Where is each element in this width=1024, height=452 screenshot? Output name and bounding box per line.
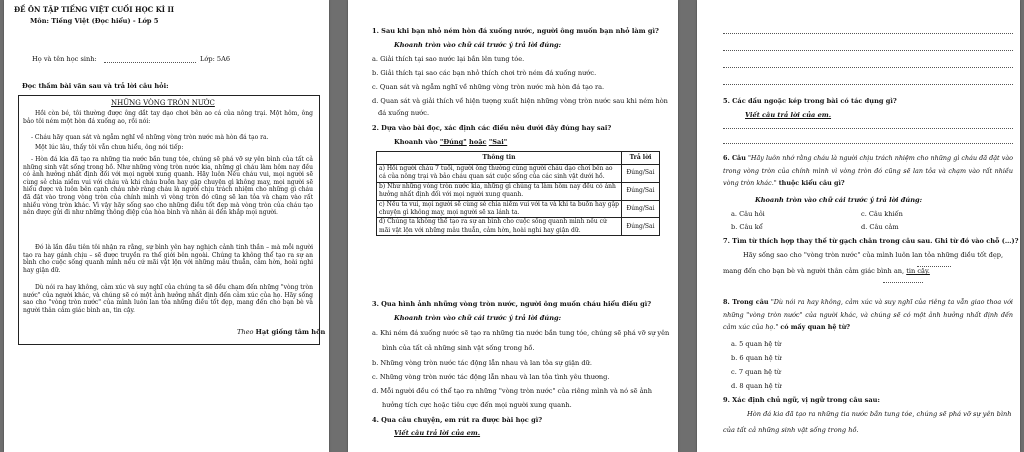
answer-line[interactable] bbox=[723, 67, 1013, 68]
q1-option-b[interactable]: b. Giải thích tại sao các bạn nhỏ thích chơi trò ném đá xuống nước. bbox=[372, 69, 597, 77]
q6-option-a[interactable]: a. Câu hỏi bbox=[731, 210, 765, 218]
table-row bbox=[377, 182, 660, 200]
q1-option-d[interactable]: d. Quan sát và giải thích về hiện tượng xuất hiện những vòng tròn nước sau khi ném hòn bbox=[372, 97, 668, 105]
q8-option-d[interactable]: d. 8 quan hệ từ bbox=[731, 382, 782, 390]
question-8: 8. Trong câu "Dù nói ra hay không, cảm xúc và suy nghĩ của riêng ta vẫn giao thoa với những "vòng tròn nước" của người khác, và chúng sẽ có một ảnh hưởng nhất định đến cảm xúc của họ." có mấy quan hệ từ? bbox=[723, 298, 1013, 331]
q3-option-b[interactable]: b. Những vòng tròn nước tác động lẫn nhau và lan tỏa sự giận dữ. bbox=[372, 359, 592, 367]
q7-sentence-line1: Hãy sống sao cho "vòng tròn nước" của mình luôn lan tỏa những điều tốt đẹp, bbox=[743, 251, 1004, 259]
table-cell-answer[interactable]: Đúng/Sai bbox=[622, 200, 660, 218]
story-paragraph: - Hòn đá kia đã tạo ra những tia nước bắn tung tóe, chúng sẽ phá vỡ sự yên bình của tất cả những sinh vật sống trong hồ. Như những vòng tròn nước kia, những gì cháu làm hôm nay đều có ảnh hưởng nhất định đối với mọi người xung quanh. Hãy luôn Nếu cháu vui, mọi người sẽ cùng sẻ chia niềm vui với cháu và khi cháu buồn hay gặp chuyện gì không may, mọi người sẽ hiểu được và luôn bên cạnh cháu nhờ ràng cháu là người chịu trách nhiệm cho những gì cháu đã đặt vào trong vòng tròn của chính mình vì vòng tròn đó cũng sẽ lan tỏa và chạm vào rất nhiều vòng tròn khác. Vì vậy hãy sống sao cho những điều tốt đẹp mà vòng tròn của cháu tạo nên được gửi đi như những thông điệp của hòa bình và nhân ái đến khắp mọi người. bbox=[23, 156, 313, 217]
question-6-hint: Khoanh tròn vào chữ cái trước ý trả lời đúng: bbox=[755, 196, 923, 204]
table-header: Trả lời bbox=[622, 152, 660, 165]
q1-option-c[interactable]: c. Quan sát và ngẫm nghĩ về những vòng tròn nước mà hòn đá tạo ra. bbox=[372, 83, 605, 91]
exam-subject: Môn: Tiếng Việt (Đọc hiểu) - Lớp 5 bbox=[30, 17, 159, 25]
answer-line[interactable] bbox=[723, 143, 1013, 144]
reading-instruction: Đọc thầm bài văn sau và trả lời câu hỏi: bbox=[22, 82, 169, 90]
q8-option-a[interactable]: a. 5 quan hệ từ bbox=[731, 340, 782, 348]
table-row bbox=[377, 200, 660, 218]
page-1 bbox=[4, 0, 329, 452]
q3-option-c[interactable]: c. Những vòng tròn nước tác động lẫn nhau và lan tỏa tình yêu thương. bbox=[372, 373, 610, 381]
question-4-hint: Viết câu trả lời của em. bbox=[394, 429, 481, 437]
q3-option-d-cont: hưởng tích cực hoặc tiêu cực đến mọi người xung quanh. bbox=[382, 401, 572, 409]
story-paragraph: Một lúc lâu, thấy tôi vẫn chưa hiểu, ông nói tiếp: bbox=[35, 144, 184, 151]
question-2: 2. Dựa vào bài đọc, xác định các điều nêu dưới đây đúng hay sai? bbox=[372, 124, 612, 132]
table-cell-answer[interactable]: Đúng/Sai bbox=[622, 218, 660, 236]
question-3-hint: Khoanh tròn vào chữ cái trước ý trả lời đúng: bbox=[394, 314, 562, 322]
table-row bbox=[377, 218, 660, 236]
q6-option-c[interactable]: c. Câu khiến bbox=[861, 210, 903, 218]
table-cell-answer[interactable]: Đúng/Sai bbox=[622, 165, 660, 183]
question-2-hint: Khoanh vào "Đúng" hoặc "Sai" bbox=[394, 138, 508, 146]
answer-line[interactable] bbox=[723, 84, 1013, 85]
story-paragraph: - Cháu hãy quan sát và ngẫm nghĩ về những vòng tròn nước mà hòn đá tạo ra. bbox=[31, 134, 269, 141]
class-label: Lớp: 5A6 bbox=[200, 55, 231, 63]
question-5: 5. Các dấu ngoặc kép trong bài có tác dụng gì? bbox=[723, 97, 897, 105]
answer-line[interactable] bbox=[723, 33, 1013, 34]
q1-option-a[interactable]: a. Giải thích tại sao nước lại bắn lên tung tóe. bbox=[372, 55, 525, 63]
question-1: 1. Sau khi bạn nhỏ ném hòn đá xuống nước, người ông muốn bạn nhỏ làm gì? bbox=[372, 27, 659, 35]
q8-option-b[interactable]: b. 6 quan hệ từ bbox=[731, 354, 782, 362]
question-6: 6. Câu "Hãy luôn nhớ rằng cháu là người chịu trách nhiệm cho những gì cháu đã đặt vào trong vòng tròn của chính mình vì vòng tròn đó cũng sẽ lan tỏa và chạm vào rất nhiều vòng tròn khác." thuộc kiểu câu gì? bbox=[723, 154, 1013, 187]
table-header-row bbox=[377, 152, 660, 165]
answer-line[interactable] bbox=[723, 50, 1013, 51]
answer-line[interactable] bbox=[723, 128, 1013, 129]
q3-option-a[interactable]: a. Khi ném đá xuống nước sẽ tạo ra những tia nước bắn tung tóe, chúng sẽ phá vỡ sự yên bbox=[372, 329, 670, 337]
page-2 bbox=[348, 0, 678, 452]
question-3: 3. Qua hình ảnh những vòng tròn nước, người ông muốn cháu hiểu điều gì? bbox=[372, 300, 652, 308]
table-cell-info: b) Như những vòng tròn nước kia, những gì chúng ta làm hôm nay đều có ảnh hưởng nhất định đối với mọi người xung quanh. bbox=[377, 182, 622, 200]
exam-title: ĐỀ ÔN TẬP TIẾNG VIỆT CUỐI HỌC KÌ II bbox=[14, 5, 175, 14]
question-9: 9. Xác định chủ ngữ, vị ngữ trong câu sau: bbox=[723, 396, 880, 404]
story-source: Theo Hạt giống tâm hồn bbox=[237, 328, 326, 336]
true-false-table bbox=[376, 151, 660, 236]
name-blank[interactable] bbox=[104, 62, 196, 63]
q6-option-b[interactable]: b. Câu kể bbox=[731, 223, 763, 231]
q3-option-a-cont: bình của tất cả những sinh vật sống trong hồ. bbox=[382, 344, 535, 352]
q6-option-d[interactable]: d. Câu cảm bbox=[861, 223, 899, 231]
story-title: NHỮNG VÒNG TRÒN NƯỚC bbox=[111, 99, 215, 107]
story-paragraph: Hồi còn bé, tôi thường được ông dắt tay dạo chơi bên ao cá của nông trại. Một hôm, ông bảo tôi ném một hòn đá xuống ao, rồi nói: bbox=[23, 110, 313, 125]
table-cell-info: a) Hồi người cháu 7 tuổi, người ông thường cùng người cháu dạo chơi bên ao cá của nông trại và bảo cháu quan sát cuộc sống của các sinh vật dưới hồ. bbox=[377, 165, 622, 183]
question-7: 7. Tìm từ thích hợp thay thế từ gạch chân trong câu sau. Ghi từ đó vào chỗ (…)? bbox=[723, 237, 1019, 245]
story-paragraph: Đó là lần đầu tiên tôi nhận ra rằng, sự bình yên hay nghịch cảnh tinh thần – mà mỗi người tạo ra hay gánh chịu – sẽ được truyền ra thế giới bên ngoài. Chúng ta không thể tạo ra sự an bình cho cuộc sống quanh mình nếu cứ mãi vật lộn với những mâu thuẫn, cảm hờn, hoài nghi hay giận dữ. bbox=[23, 244, 313, 274]
table-cell-answer[interactable]: Đúng/Sai bbox=[622, 182, 660, 200]
q1-option-d-cont: đá xuống nước. bbox=[378, 109, 430, 117]
table-cell-info: c) Nếu ta vui, mọi người sẽ cùng sẻ chia niềm vui với ta và khi ta buồn hay gặp chuyện gì không may, mọi người sẽ xa lánh ta. bbox=[377, 200, 622, 218]
story-box bbox=[18, 95, 326, 345]
question-1-hint: Khoanh tròn vào chữ cái trước ý trả lời đúng: bbox=[394, 41, 562, 49]
q7-sentence-line2: mang đến cho bạn bè và người thân cảm giác bình an, tin cậy. bbox=[723, 267, 930, 275]
q9-sentence-line2: của tất cả những sinh vật sống trong hồ. bbox=[723, 426, 859, 434]
answer-blank[interactable] bbox=[883, 282, 923, 283]
question-5-hint: Viết câu trả lời của em. bbox=[745, 111, 832, 119]
story-paragraph: Dù nói ra hay không, cảm xúc và suy nghĩ của chúng ta sẽ đều chạm đến những "vòng tròn nước" của người khác, và chúng sẽ có một ảnh hưởng nhất định đến cảm xúc của họ. Hãy sống sao cho "vòng tròn nước" của mình luôn lan tỏa những điều tốt đẹp, mang đến cho bạn bè và người thân cảm giác bình an, tin cậy. bbox=[23, 284, 313, 314]
question-4: 4. Qua câu chuyện, em rút ra được bài học gì? bbox=[372, 416, 543, 424]
name-label: Họ và tên học sinh: bbox=[32, 55, 97, 63]
table-row bbox=[377, 165, 660, 183]
page-3 bbox=[697, 0, 1020, 452]
table-cell-info: d) Chúng ta không thể tạo ra sự an bình cho cuộc sống quanh mình nếu cứ mãi vật lộn với những mâu thuẫn, cảm hờn, hoài nghi hay giận dữ. bbox=[377, 218, 622, 236]
q9-sentence-line1: Hòn đá kia đã tạo ra những tia nước bắn tung tóe, chúng sẽ phá vỡ sự yên bình bbox=[747, 410, 1012, 418]
table-header: Thông tin bbox=[377, 152, 622, 165]
q8-option-c[interactable]: c. 7 quan hệ từ bbox=[731, 368, 782, 376]
q3-option-d[interactable]: d. Mỗi người đều có thể tạo ra những "vòng tròn nước" của riêng mình và nó sẽ ảnh bbox=[372, 387, 653, 395]
